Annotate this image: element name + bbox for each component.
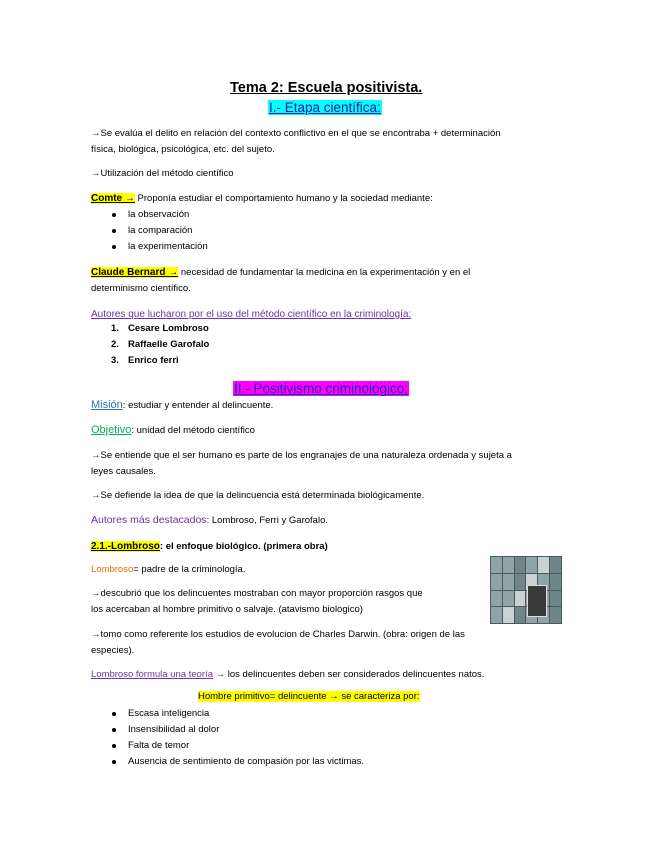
padre-line: Lombroso= padre de la criminología. bbox=[91, 564, 246, 575]
paragraph: →tomo como referente los estudios de evolucion de Charles Darwin. (obra: origen de las bbox=[91, 629, 465, 640]
paragraph: determinismo científico. bbox=[91, 283, 191, 294]
paragraph: →Utilización del método científico bbox=[91, 168, 234, 179]
bernard-label: Claude Bernard → bbox=[91, 267, 179, 278]
autores-destacados-line: Autores más destacados: Lombroso, Ferri y Garofalo. bbox=[91, 514, 328, 526]
primitivo-heading: Hombre primitivo= delincuente → se caracteriza por: bbox=[198, 691, 420, 702]
comte-line: Comte → Proponía estudiar el comportamiento humano y la sociedad mediante: bbox=[91, 193, 433, 204]
paragraph: los acercaban al hombre primitivo o salvaje. (atavismo biologico) bbox=[91, 604, 363, 615]
paragraph: física, biológica, psicológica, etc. del sujeto. bbox=[91, 144, 275, 155]
paragraph: →descubrió que los delincuentes mostraban con mayor proporción rasgos que bbox=[91, 588, 423, 599]
section-heading-positivismo: II.- Positivismo criminológico: bbox=[234, 381, 409, 396]
section-heading-etapa: I.- Etapa científica: bbox=[269, 100, 381, 115]
teoria-line: Lombroso formula una teoría → los delincuentes deben ser considerados delincuentes natos. bbox=[91, 669, 485, 680]
mision-line: Misión: estudiar y entender al delincuente. bbox=[91, 399, 274, 411]
autores-heading: Autores que lucharon por el uso del método científico en la criminología: bbox=[91, 309, 412, 320]
paragraph: →Se defiende la idea de que la delincuencia está determinada biológicamente. bbox=[91, 490, 425, 501]
bernard-line: Claude Bernard → necesidad de fundamentar la medicina en la experimentación y en el bbox=[91, 267, 471, 278]
paragraph: leyes causales. bbox=[91, 466, 156, 477]
paragraph: →Se evalúa el delito en relación del contexto conflictivo en el que se encontraba + determinación bbox=[91, 128, 501, 139]
paragraph: →Se entiende que el ser humano es parte de los engranajes de una naturaleza ordenada y sujeta a bbox=[91, 450, 512, 461]
subsection-lombroso: 2.1.-Lombroso: el enfoque biológico. (primera obra) bbox=[91, 541, 328, 552]
page-title: Tema 2: Escuela positivista. bbox=[230, 80, 423, 96]
comte-label: Comte → bbox=[91, 193, 135, 204]
paragraph: especies). bbox=[91, 645, 135, 656]
objetivo-line: Objetivo: unidad del método científico bbox=[91, 424, 255, 436]
